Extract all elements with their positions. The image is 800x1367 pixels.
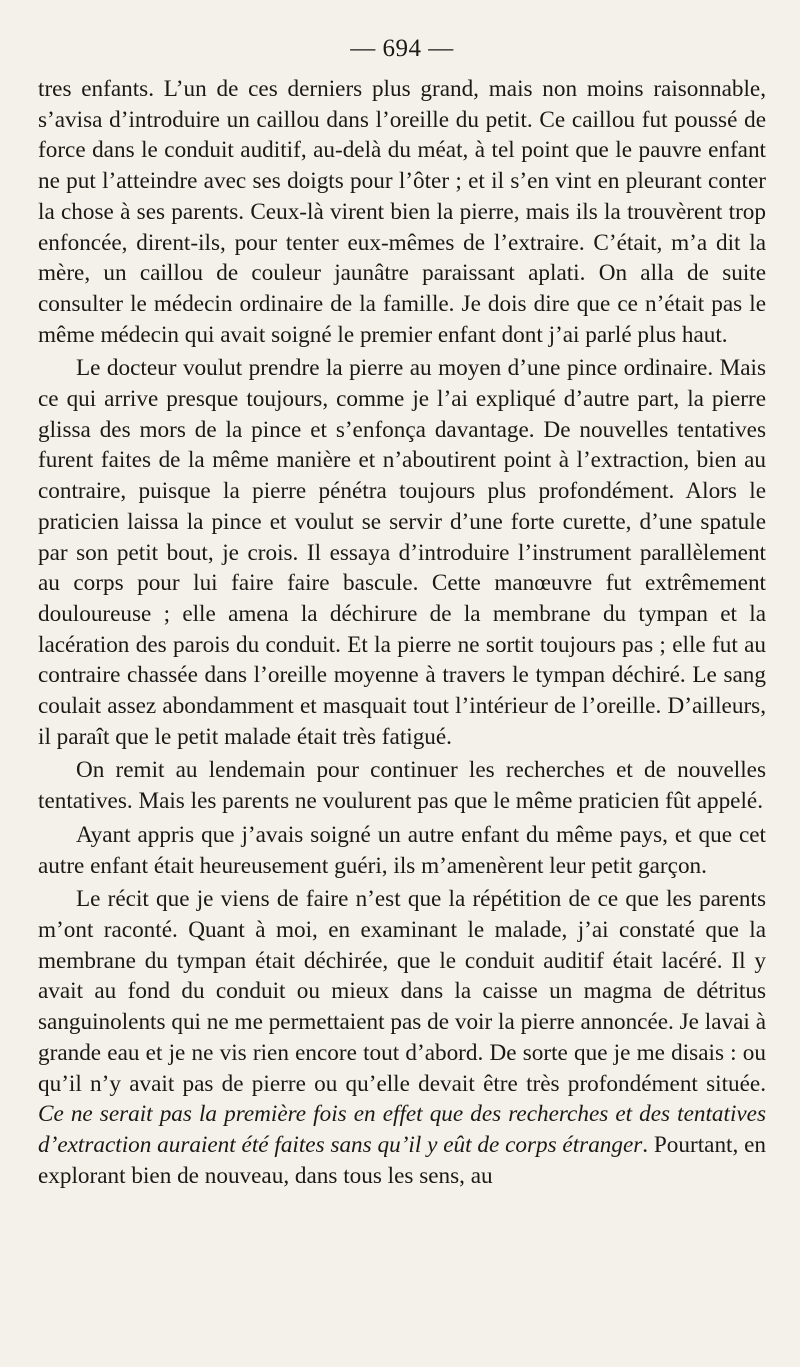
text-segment: On remit au lendemain pour continuer les recherches et de nouvelles tentatives. Mais les parents ne voulurent pas que le même praticien fût appelé. xyxy=(38,757,766,815)
text-segment: Le récit que je viens de faire n’est que la répétition de ce que les parents m’ont raconté. Quant à moi, en examinant le malade, j’ai constaté que la membrane du tympan était déchirée, que le conduit auditif était lacéré. Il y avait au fond du conduit ou mieux dans la caisse un magma de détritus sanguinolents qui ne me permettaient pas de voir la pierre annoncée. Je lavai à grande eau et je ne vis rien encore tout d’abord. De sorte que je me disais : ou qu’il n’y avait pas de pierre ou qu’elle devait être très profondément située. xyxy=(38,886,766,1097)
paragraph-1 xyxy=(38,74,766,350)
page-number: — 694 — xyxy=(350,35,454,62)
paragraph-4 xyxy=(38,820,766,881)
text-segment: Ayant appris que j’avais soigné un autre enfant du même pays, et que cet autre enfant était heureusement guéri, ils m’amenèrent leur petit garçon. xyxy=(38,821,766,879)
paragraph-3 xyxy=(38,755,766,816)
paragraph-2 xyxy=(38,353,766,752)
body-text xyxy=(38,74,766,1191)
paragraph-5 xyxy=(38,884,766,1191)
text-segment: tres enfants. L’un de ces derniers plus grand, mais non moins raisonnable, s’avisa d’introduire un caillou dans l’oreille du petit. Ce caillou fut poussé de force dans le conduit auditif, au-delà du méat, à tel point que le pauvre enfant ne put l’atteindre avec ses doigts pour l’ôter ; et il s’en vint en pleurant conter la chose à ses parents. Ceux-là virent bien la pierre, mais ils la trouvèrent trop enfoncée, dirent-ils, pour tenter eux-mêmes de l’extraire. C’était, m’a dit la mère, un caillou de couleur jaunâtre paraissant aplati. On alla de suite consulter le médecin ordinaire de la famille. Je dois dire que ce n’était pas le même médecin qui avait soigné le premier enfant dont j’ai parlé plus haut. xyxy=(38,76,766,348)
text-segment: . Pourtant, en explorant bien de nouveau, dans tous les sens, au xyxy=(38,1131,766,1189)
text-segment: Le docteur voulut prendre la pierre au moyen d’une pince ordinaire. Mais ce qui arrive presque toujours, comme je l’ai expliqué d’autre part, la pierre glissa des mors de la pince et s’enfonça davantage. De nouvelles tentatives furent faites de la même manière et n’aboutirent point à l’extraction, bien au contraire, puisque la pierre pénétra toujours plus profondément. Alors le praticien laissa la pince et voulut se servir d’une forte curette, d’une spatule par son petit bout, je crois. Il essaya d’introduire l’instrument parallèlement au corps pour lui faire faire bascule. Cette manœuvre fut extrêmement douloureuse ; elle amena la déchirure de la membrane du tympan et la lacération des parois du conduit. Et la pierre ne sortit toujours pas ; elle fut au contraire chassée dans l’oreille moyenne à travers le tympan déchiré. Le sang coulait assez abondamment et masquait tout l’intérieur de l’oreille. D’ailleurs, il paraît que le petit malade était très fatigué. xyxy=(38,355,766,750)
italic-text-segment: Ce ne serait pas la première fois en effet que des recherches et des tentatives d’extraction auraient été faites sans qu’il y eût de corps étranger xyxy=(38,1101,766,1158)
